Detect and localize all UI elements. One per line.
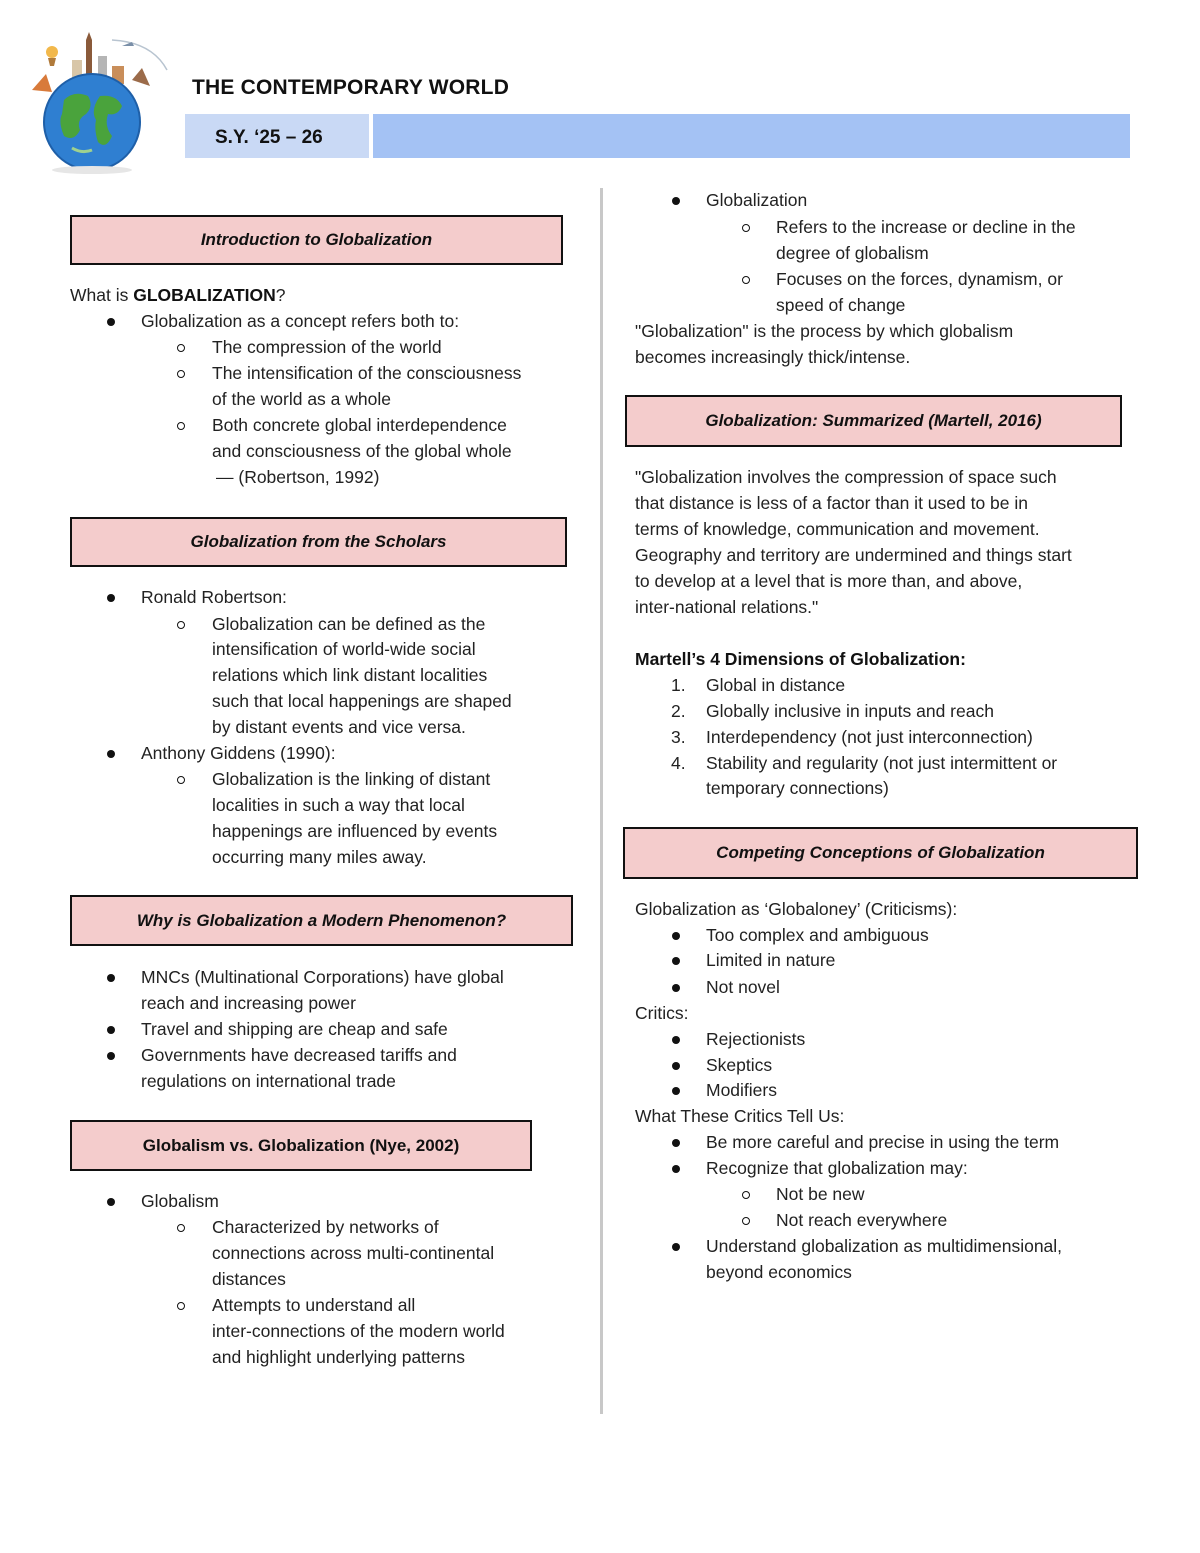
list-item: of the world as a whole	[212, 389, 391, 409]
sub-bullet-icon	[177, 1302, 185, 1310]
quote-line: inter-national relations."	[635, 597, 819, 617]
list-item: relations which link distant localities	[212, 665, 488, 685]
list-item: Ronald Robertson:	[141, 587, 287, 607]
sub-bullet-icon	[177, 344, 185, 352]
list-item: localities in such a way that local	[212, 795, 465, 815]
list-item: Understand globalization as multidimensional,	[706, 1236, 1063, 1256]
quote-line: "Globalization involves the compression of space such	[635, 467, 1057, 487]
list-item: beyond economics	[706, 1262, 852, 1282]
section-heading-martell-summary: Globalization: Summarized (Martell, 2016)	[625, 395, 1122, 447]
bullet-icon	[107, 1026, 115, 1034]
list-item: Governments have decreased tariffs and	[141, 1045, 457, 1065]
quote-line: terms of knowledge, communication and movement.	[635, 519, 1040, 539]
list-item: Modifiers	[706, 1080, 777, 1100]
list-item: Not novel	[706, 977, 780, 997]
dimensions-title: Martell’s 4 Dimensions of Globalization:	[635, 649, 966, 669]
list-item: Global in distance	[706, 675, 846, 695]
list-item: Stability and regularity (not just intermittent or	[706, 753, 1058, 773]
sub-bullet-icon	[177, 776, 185, 784]
bullet-icon	[672, 984, 680, 992]
bullet-icon	[107, 318, 115, 326]
list-item: Limited in nature	[706, 950, 836, 970]
section-heading-scholars: Globalization from the Scholars	[70, 517, 567, 567]
paragraph-line: Globalization as ‘Globaloney’ (Criticisms):	[635, 899, 958, 919]
list-item: Interdependency (not just interconnection)	[706, 727, 1033, 747]
bullet-icon	[672, 1062, 680, 1070]
sub-bullet-icon	[177, 370, 185, 378]
list-number: 2.	[671, 701, 686, 721]
list-item: Globalism	[141, 1191, 219, 1211]
paragraph-line: becomes increasingly thick/intense.	[635, 347, 911, 367]
header-bar	[373, 114, 1130, 158]
sub-bullet-icon	[177, 621, 185, 629]
sub-bullet-icon	[742, 276, 750, 284]
list-item: Travel and shipping are cheap and safe	[141, 1019, 448, 1039]
sub-bullet-icon	[742, 224, 750, 232]
section-heading-introduction: Introduction to Globalization	[70, 215, 563, 265]
list-item: Globally inclusive in inputs and reach	[706, 701, 994, 721]
list-item: Globalization is the linking of distant	[212, 769, 491, 789]
sub-bullet-icon	[742, 1191, 750, 1199]
list-item: MNCs (Multinational Corporations) have global	[141, 967, 504, 987]
list-item: temporary connections)	[706, 778, 889, 798]
list-item: speed of change	[776, 295, 906, 315]
bullet-icon	[672, 1165, 680, 1173]
list-item: intensification of world-wide social	[212, 639, 476, 659]
sub-bullet-icon	[177, 422, 185, 430]
bullet-icon	[107, 750, 115, 758]
bullet-icon	[672, 957, 680, 965]
bullet-icon	[672, 1139, 680, 1147]
list-item: reach and increasing power	[141, 993, 356, 1013]
list-item: and highlight underlying patterns	[212, 1347, 465, 1367]
quote-line: to develop at a level that is more than, and above,	[635, 571, 1023, 591]
bullet-icon	[672, 1087, 680, 1095]
list-item: Not be new	[776, 1184, 865, 1204]
list-item: by distant events and vice versa.	[212, 717, 466, 737]
list-item: The compression of the world	[212, 337, 442, 357]
document-title: THE CONTEMPORARY WORLD	[192, 76, 510, 99]
concept-text: Globalization as a concept refers both to:	[141, 311, 460, 331]
globalization-question: What is GLOBALIZATION?	[70, 285, 286, 305]
list-item: occurring many miles away.	[212, 847, 427, 867]
list-item: such that local happenings are shaped	[212, 691, 512, 711]
section-heading-competing-conceptions: Competing Conceptions of Globalization	[623, 827, 1138, 879]
list-item: The intensification of the consciousness	[212, 363, 522, 383]
list-item: Characterized by networks of	[212, 1217, 439, 1237]
sub-bullet-icon	[742, 1217, 750, 1225]
list-item: Not reach everywhere	[776, 1210, 948, 1230]
bullet-icon	[672, 197, 680, 205]
bullet-icon	[672, 1036, 680, 1044]
list-item: Be more careful and precise in using the term	[706, 1132, 1060, 1152]
bullet-icon	[107, 1052, 115, 1060]
citation: — (Robertson, 1992)	[216, 467, 380, 487]
paragraph-line: "Globalization" is the process by which globalism	[635, 321, 1014, 341]
list-number: 4.	[671, 753, 686, 773]
list-item: Rejectionists	[706, 1029, 806, 1049]
list-item: Globalization can be defined as the	[212, 614, 486, 634]
list-item: Skeptics	[706, 1055, 773, 1075]
list-number: 3.	[671, 727, 686, 747]
list-item: Attempts to understand all	[212, 1295, 416, 1315]
list-item: Anthony Giddens (1990):	[141, 743, 336, 763]
list-number: 1.	[671, 675, 686, 695]
list-item: Refers to the increase or decline in the	[776, 217, 1076, 237]
bullet-icon	[107, 594, 115, 602]
list-item: and consciousness of the global whole	[212, 441, 512, 461]
list-item: degree of globalism	[776, 243, 929, 263]
list-item: Focuses on the forces, dynamism, or	[776, 269, 1063, 289]
bullet-icon	[672, 932, 680, 940]
sub-bullet-icon	[177, 1224, 185, 1232]
bullet-icon	[672, 1243, 680, 1251]
paragraph-line: Critics:	[635, 1003, 689, 1023]
list-item: Recognize that globalization may:	[706, 1158, 968, 1178]
globe-landmarks-icon	[12, 30, 177, 175]
list-item: inter-connections of the modern world	[212, 1321, 505, 1341]
list-item: Globalization	[706, 190, 808, 210]
paragraph-line: What These Critics Tell Us:	[635, 1106, 845, 1126]
bullet-icon	[107, 974, 115, 982]
school-year: S.Y. ‘25 – 26	[215, 127, 323, 148]
list-item: connections across multi-continental	[212, 1243, 495, 1263]
bullet-icon	[107, 1198, 115, 1206]
list-item: regulations on international trade	[141, 1071, 396, 1091]
section-heading-globalism-vs-globalization: Globalism vs. Globalization (Nye, 2002)	[70, 1120, 532, 1171]
section-heading-modern-phenomenon: Why is Globalization a Modern Phenomenon?	[70, 895, 573, 946]
list-item: happenings are influenced by events	[212, 821, 498, 841]
list-item: distances	[212, 1269, 286, 1289]
list-item: Too complex and ambiguous	[706, 925, 929, 945]
list-item: Both concrete global interdependence	[212, 415, 507, 435]
quote-line: Geography and territory are undermined and things start	[635, 545, 1072, 565]
column-divider	[600, 188, 603, 1414]
quote-line: that distance is less of a factor than it used to be in	[635, 493, 1029, 513]
